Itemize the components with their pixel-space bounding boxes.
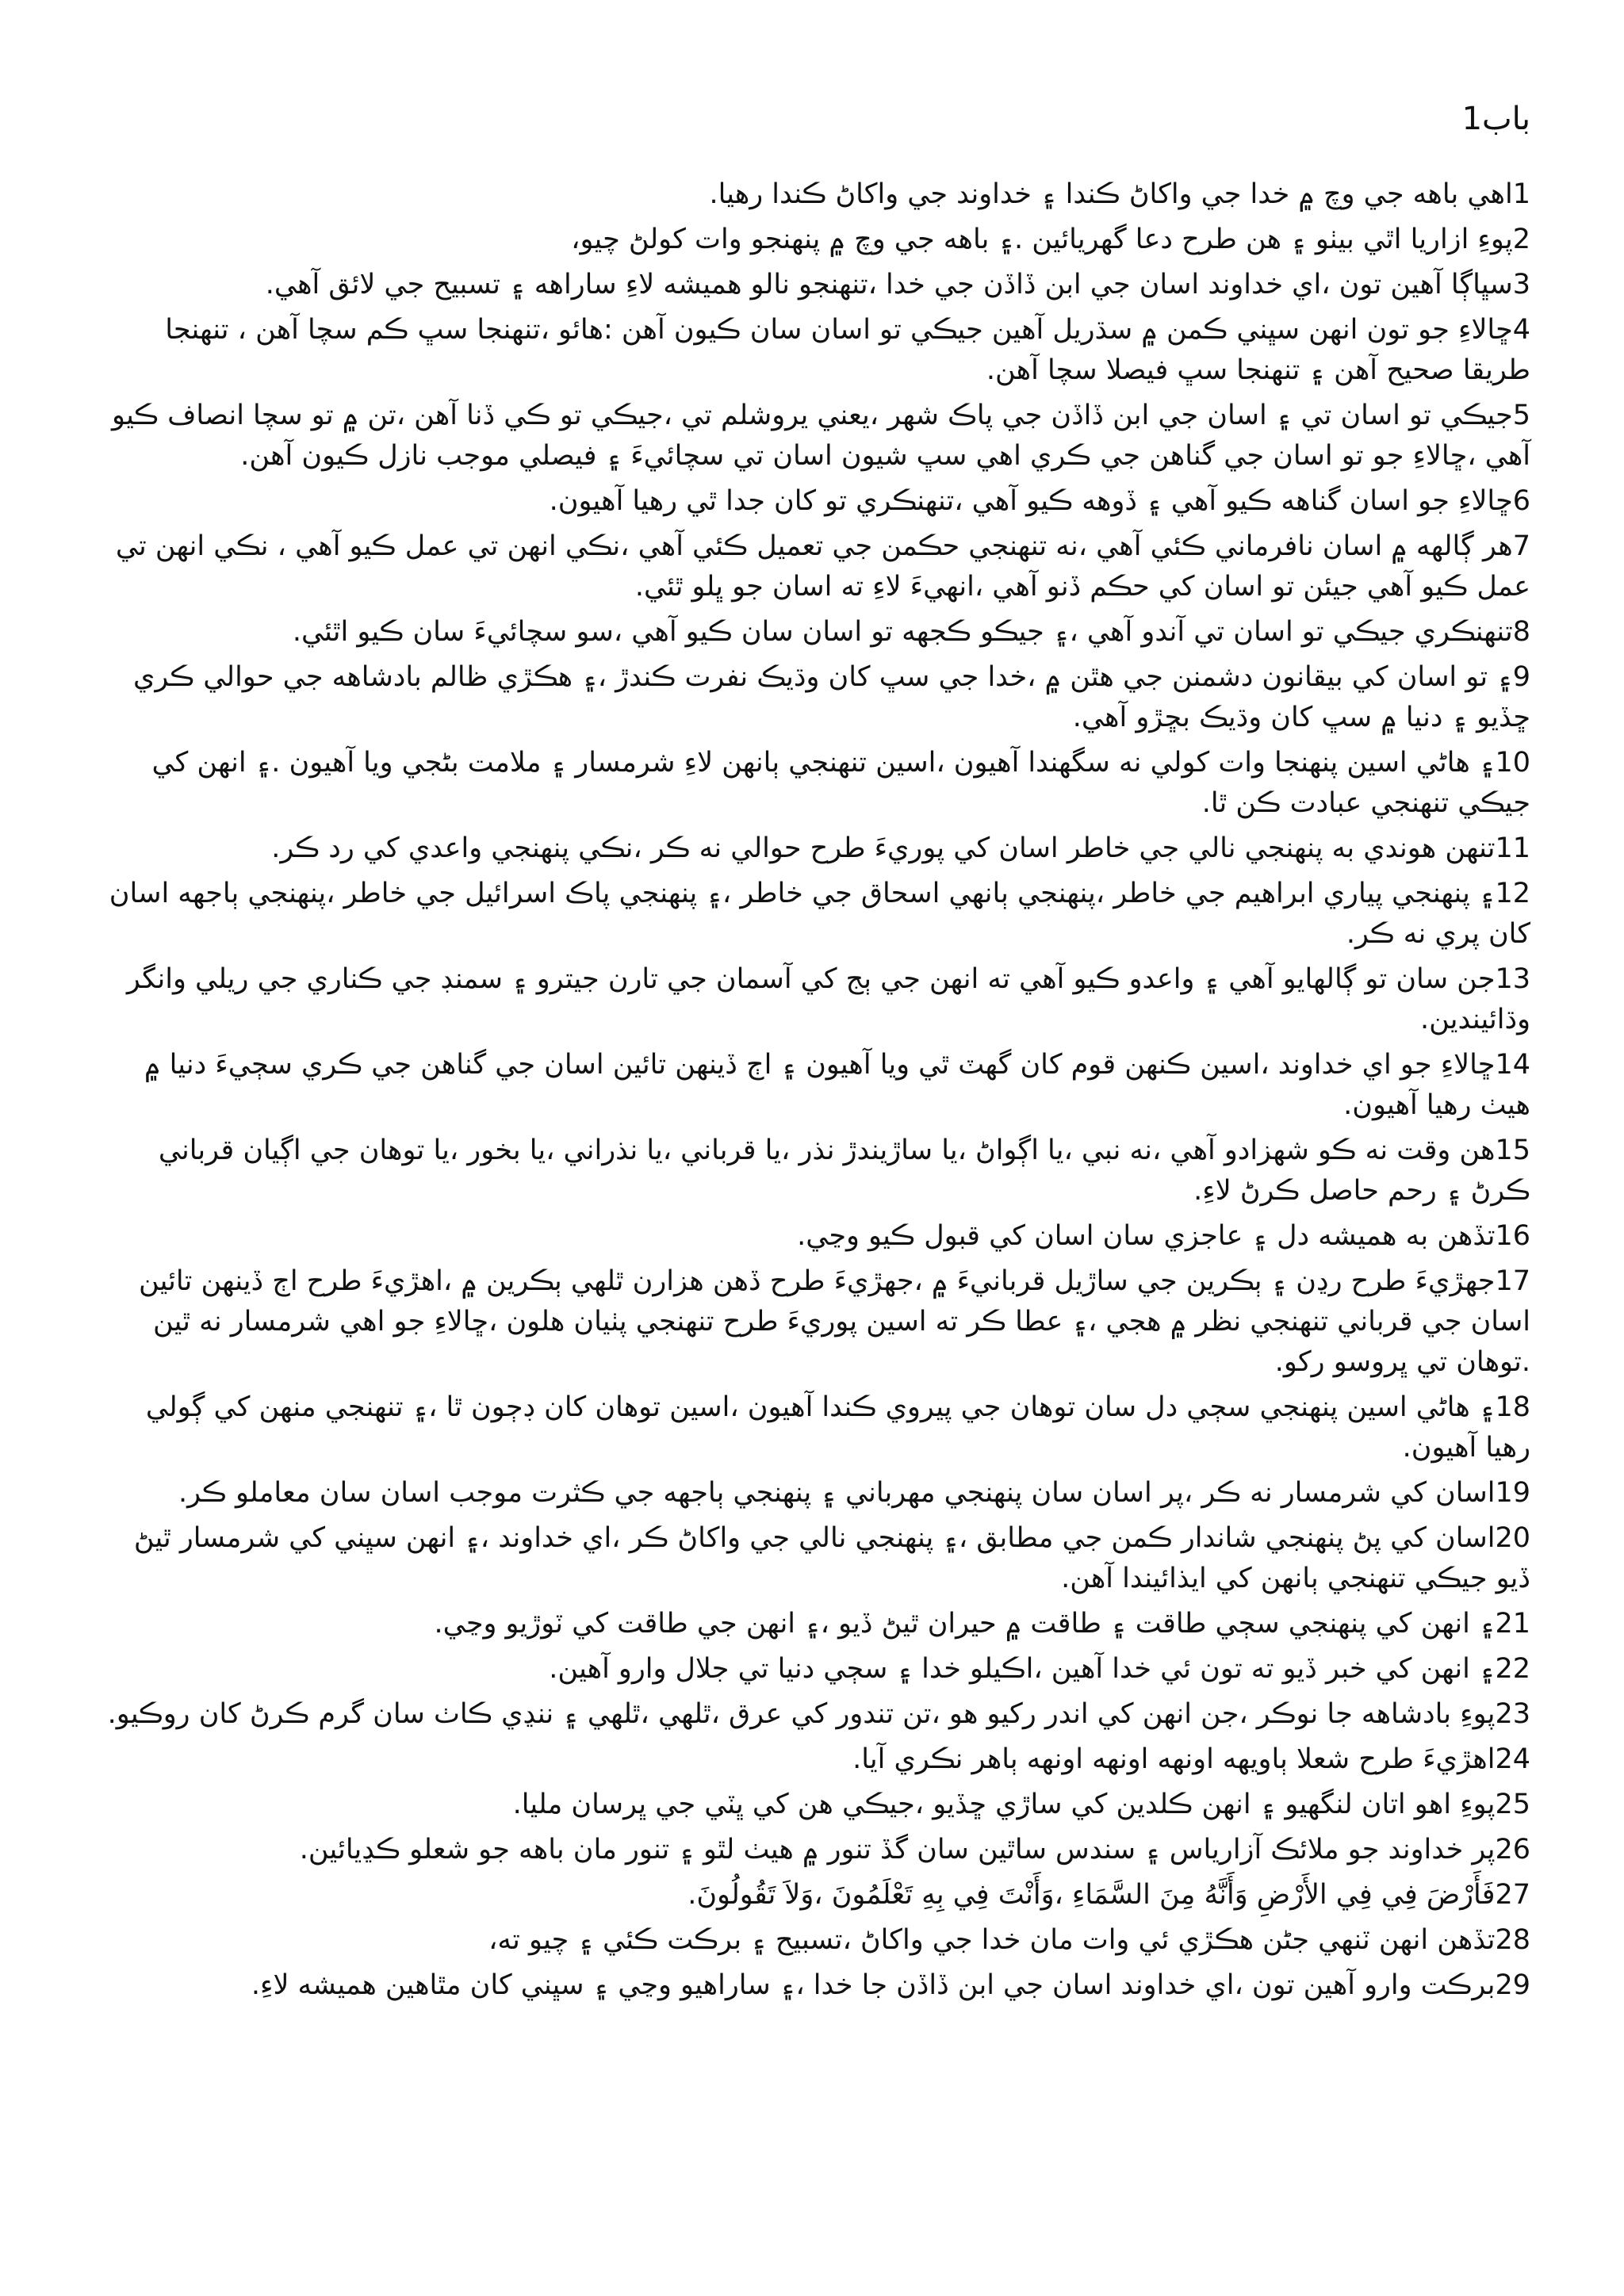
verse-10: 10۽ هاڻي اسين پنهنجا وات کولي نه سگهندا آهيون ،اسين تنهنجي ٻانهن لاءِ شرمسار ۽ ملامت بڻجي ويا آهيون .۽ انهن کي جيڪي تنهنجي عبادت ڪن ٿا. [151, 747, 1530, 819]
verse-1: 1اهي باهه جي وچ ۾ خدا جي واکاڻ ڪندا ۽ خداوند جي واکاڻ ڪندا رهيا. [709, 178, 1530, 210]
verse-4: 4ڇالاءِ جو تون انهن سڀني ڪمن ۾ سڌريل آهين جيڪي تو اسان سان ڪيون آهن :هائو ،تنهنجا سڀ ڪم سچا آهن ، تنهنجا طريقا صحيح آهن ۽ تنهنجا سڀ فيصلا سچا آهن. [165, 314, 1530, 386]
chapter-heading: باب1 [1461, 101, 1530, 137]
verse-6: 6ڇالاءِ جو اسان گناهه ڪيو آهي ۽ ڏوهه ڪيو آهي ،تنهنڪري تو کان جدا ٿي رهيا آهيون. [549, 485, 1530, 517]
verse-3: 3سڀاڳا آهين تون ،اي خداوند اسان جي ابن ڏاڏن جي خدا ،تنهنجو نالو هميشه لاءِ ساراهه ۽ تسبيح جي لائق آهي. [265, 269, 1530, 300]
verse-26: 26پر خداوند جو ملائڪ آزارياس ۽ سندس ساٿين سان گڏ تنور ۾ هيٺ لٿو ۽ تنور مان باهه جو شعلو ڪڍيائين. [299, 1834, 1530, 1866]
verse-14: 14ڇالاءِ جو اي خداوند ،اسين ڪنهن قوم کان گهٽ ٿي ويا آهيون ۽ اڄ ڏينهن تائين اسان جي گناهن جي ڪري سڄيءَ دنيا ۾ هيٺ رهيا آهيون. [144, 1049, 1530, 1121]
verse-16: 16تڏهن به هميشه دل ۽ عاجزي سان اسان کي قبول ڪيو وڃي. [797, 1220, 1530, 1252]
verse-23: 23پوءِ بادشاهه جا نوڪر ،جن انهن کي اندر رکيو هو ،تن تندور کي عرق ،ٿلهي ،ٿلهي ۽ ننڍي ڪاٺ سان گرم ڪرڻ کان روڪيو. [107, 1698, 1530, 1730]
document-page [103, 95, 1530, 2011]
verse-9: 9۽ تو اسان کي بيقانون دشمنن جي هٿن ۾ ،خدا جي سڀ کان وڌيڪ نفرت ڪندڙ ،۽ هڪڙي ظالم بادشاهه جي حوالي ڪري ڇڏيو ۽ دنيا ۾ سڀ کان وڌيڪ بڇڙو آهي. [133, 661, 1530, 733]
verse-20: 20اسان کي پڻ پنهنجي شاندار ڪمن جي مطابق ،۽ پنهنجي نالي جي واکاڻ ڪر ،اي خداوند ،۽ انهن سڀني کي شرمسار ٿيڻ ڏيو جيڪي تنهنجي ٻانهن کي ايذائيندا آهن. [133, 1522, 1530, 1594]
verse-18: 18۽ هاڻي اسين پنهنجي سڄي دل سان توهان جي پيروي ڪندا آهيون ،اسين توهان کان ڊڄون ٿا ،۽ تنهنجي منهن کي ڳولي رهيا آهيون. [145, 1391, 1530, 1464]
verse-12: 12۽ پنهنجي پياري ابراهيم جي خاطر ،پنهنجي ٻانهي اسحاق جي خاطر ،۽ پنهنجي پاڪ اسرائيل جي خاطر ،پنهنجي ٻاجهه اسان کان پري نه ڪر. [109, 878, 1530, 950]
verse-5: 5جيڪي تو اسان تي ۽ اسان جي ابن ڏاڏن جي پاڪ شهر ،يعني يروشلم تي ،جيڪي تو ڪي ڏنا آهن ،تن ۾ تو سچا انصاف ڪيو آهي ،ڇالاءِ جو تو اسان جي گناهن جي ڪري اهي سڀ شيون اسان تي سچائيءَ ۽ فيصلي موجب نازل ڪيون آهن. [112, 400, 1530, 472]
verse-22: 22۽ انهن کي خبر ڏيو ته تون ئي خدا آهين ،اڪيلو خدا ۽ سڄي دنيا تي جلال وارو آهين. [549, 1653, 1530, 1685]
verse-15: 15هن وقت نه ڪو شهزادو آهي ،نه نبي ،يا اڳواڻ ،يا ساڙيندڙ نذر ،يا قرباني ،يا نذراني ،يا بخور ،يا توهان جي اڳيان قرباني ڪرڻ ۽ رحم حاصل ڪرڻ لاءِ. [158, 1135, 1530, 1207]
verse-list [103, 174, 1530, 2006]
verse-11: 11تنهن هوندي به پنهنجي نالي جي خاطر اسان کي پوريءَ طرح حوالي نه ڪر ،نڪي پنهنجي واعدي کي رد ڪر. [271, 832, 1530, 864]
verse-29: 29برڪت وارو آهين تون ،اي خداوند اسان جي ابن ڏاڏن جا خدا ،۽ ساراهيو وڃي ۽ سڀني کان مٿاهين هميشه لاءِ. [251, 1969, 1530, 2001]
verse-21: 21۽ انهن کي پنهنجي سڄي طاقت ۽ طاقت ۾ حيران ٿيڻ ڏيو ،۽ انهن جي طاقت کي ٽوڙيو وڃي. [434, 1608, 1530, 1640]
verse-2: 2پوءِ ازاريا اٿي بيٺو ۽ هن طرح دعا گهريائين .۽ باهه جي وچ ۾ پنهنجو وات کولڻ چيو، [571, 224, 1530, 255]
verse-28: 28تڏهن انهن ٽنهي جڻن هڪڙي ئي وات مان خدا جي واکاڻ ،تسبيح ۽ برڪت ڪئي ۽ چيو ته، [488, 1924, 1530, 1956]
verse-13: 13جن سان تو ڳالهايو آهي ۽ واعدو ڪيو آهي ته انهن جي ٻج کي آسمان جي تارن جيترو ۽ سمنڊ جي ڪناري جي ريلي وانگر وڌائيندين. [126, 963, 1530, 1035]
verse-7: 7هر ڳالهه ۾ اسان نافرماني ڪئي آهي ،نه تنهنجي حڪمن جي تعميل ڪئي آهي ،نڪي انهن تي عمل ڪيو آهي ، نڪي انهن تي عمل ڪيو آهي جيئن تو اسان کي حڪم ڏنو آهي ،انهيءَ لاءِ ته اسان جو ڀلو ٿئي. [115, 530, 1530, 603]
verse-8: 8تنهنڪري جيڪي تو اسان تي آندو آهي ،۽ جيڪو ڪجهه تو اسان سان ڪيو آهي ،سو سچائيءَ سان ڪيو اٿئي. [292, 616, 1530, 648]
verse-27: 27فَأَرْضَ فِي فِي الأَرْضِ وَأَنَّهُ مِنَ السَّمَاءِ ،وَأَنْتَ فِي بِهِ تَعْلَمُونَ ،وَلاَ تَقُولُونَ. [688, 1879, 1530, 1911]
verse-17: 17جهڙيءَ طرح رڍن ۽ ٻڪرين جي ساڙيل قربانيءَ ۾ ،جهڙيءَ طرح ڏهن هزارن ٿلهي ٻڪرين ۾ ،اهڙيءَ طرح اڄ ڏينهن تائين اسان جي قرباني تنهنجي نظر ۾ هجي ،۽ عطا ڪر ته اسين پوريءَ طرح تنهنجي پٺيان هلون ،ڇالاءِ جو اهي شرمسار نه ٿين .توهان تي ڀروسو رکو. [138, 1265, 1530, 1378]
verse-19: 19اسان کي شرمسار نه ڪر ،پر اسان سان پنهنجي مهرباني ۽ پنهنجي ٻاجهه جي ڪثرت موجب اسان سان معاملو ڪر. [178, 1477, 1530, 1509]
verse-24: 24اهڙيءَ طرح شعلا ٻاويهه اونهه اونهه اونهه ٻاهر نڪري آيا. [852, 1743, 1530, 1775]
verse-25: 25پوءِ اهو اتان لنگهيو ۽ انهن ڪلدين کي ساڙي ڇڏيو ،جيڪي هن کي ڀٽي جي ڀرسان مليا. [512, 1789, 1530, 1820]
